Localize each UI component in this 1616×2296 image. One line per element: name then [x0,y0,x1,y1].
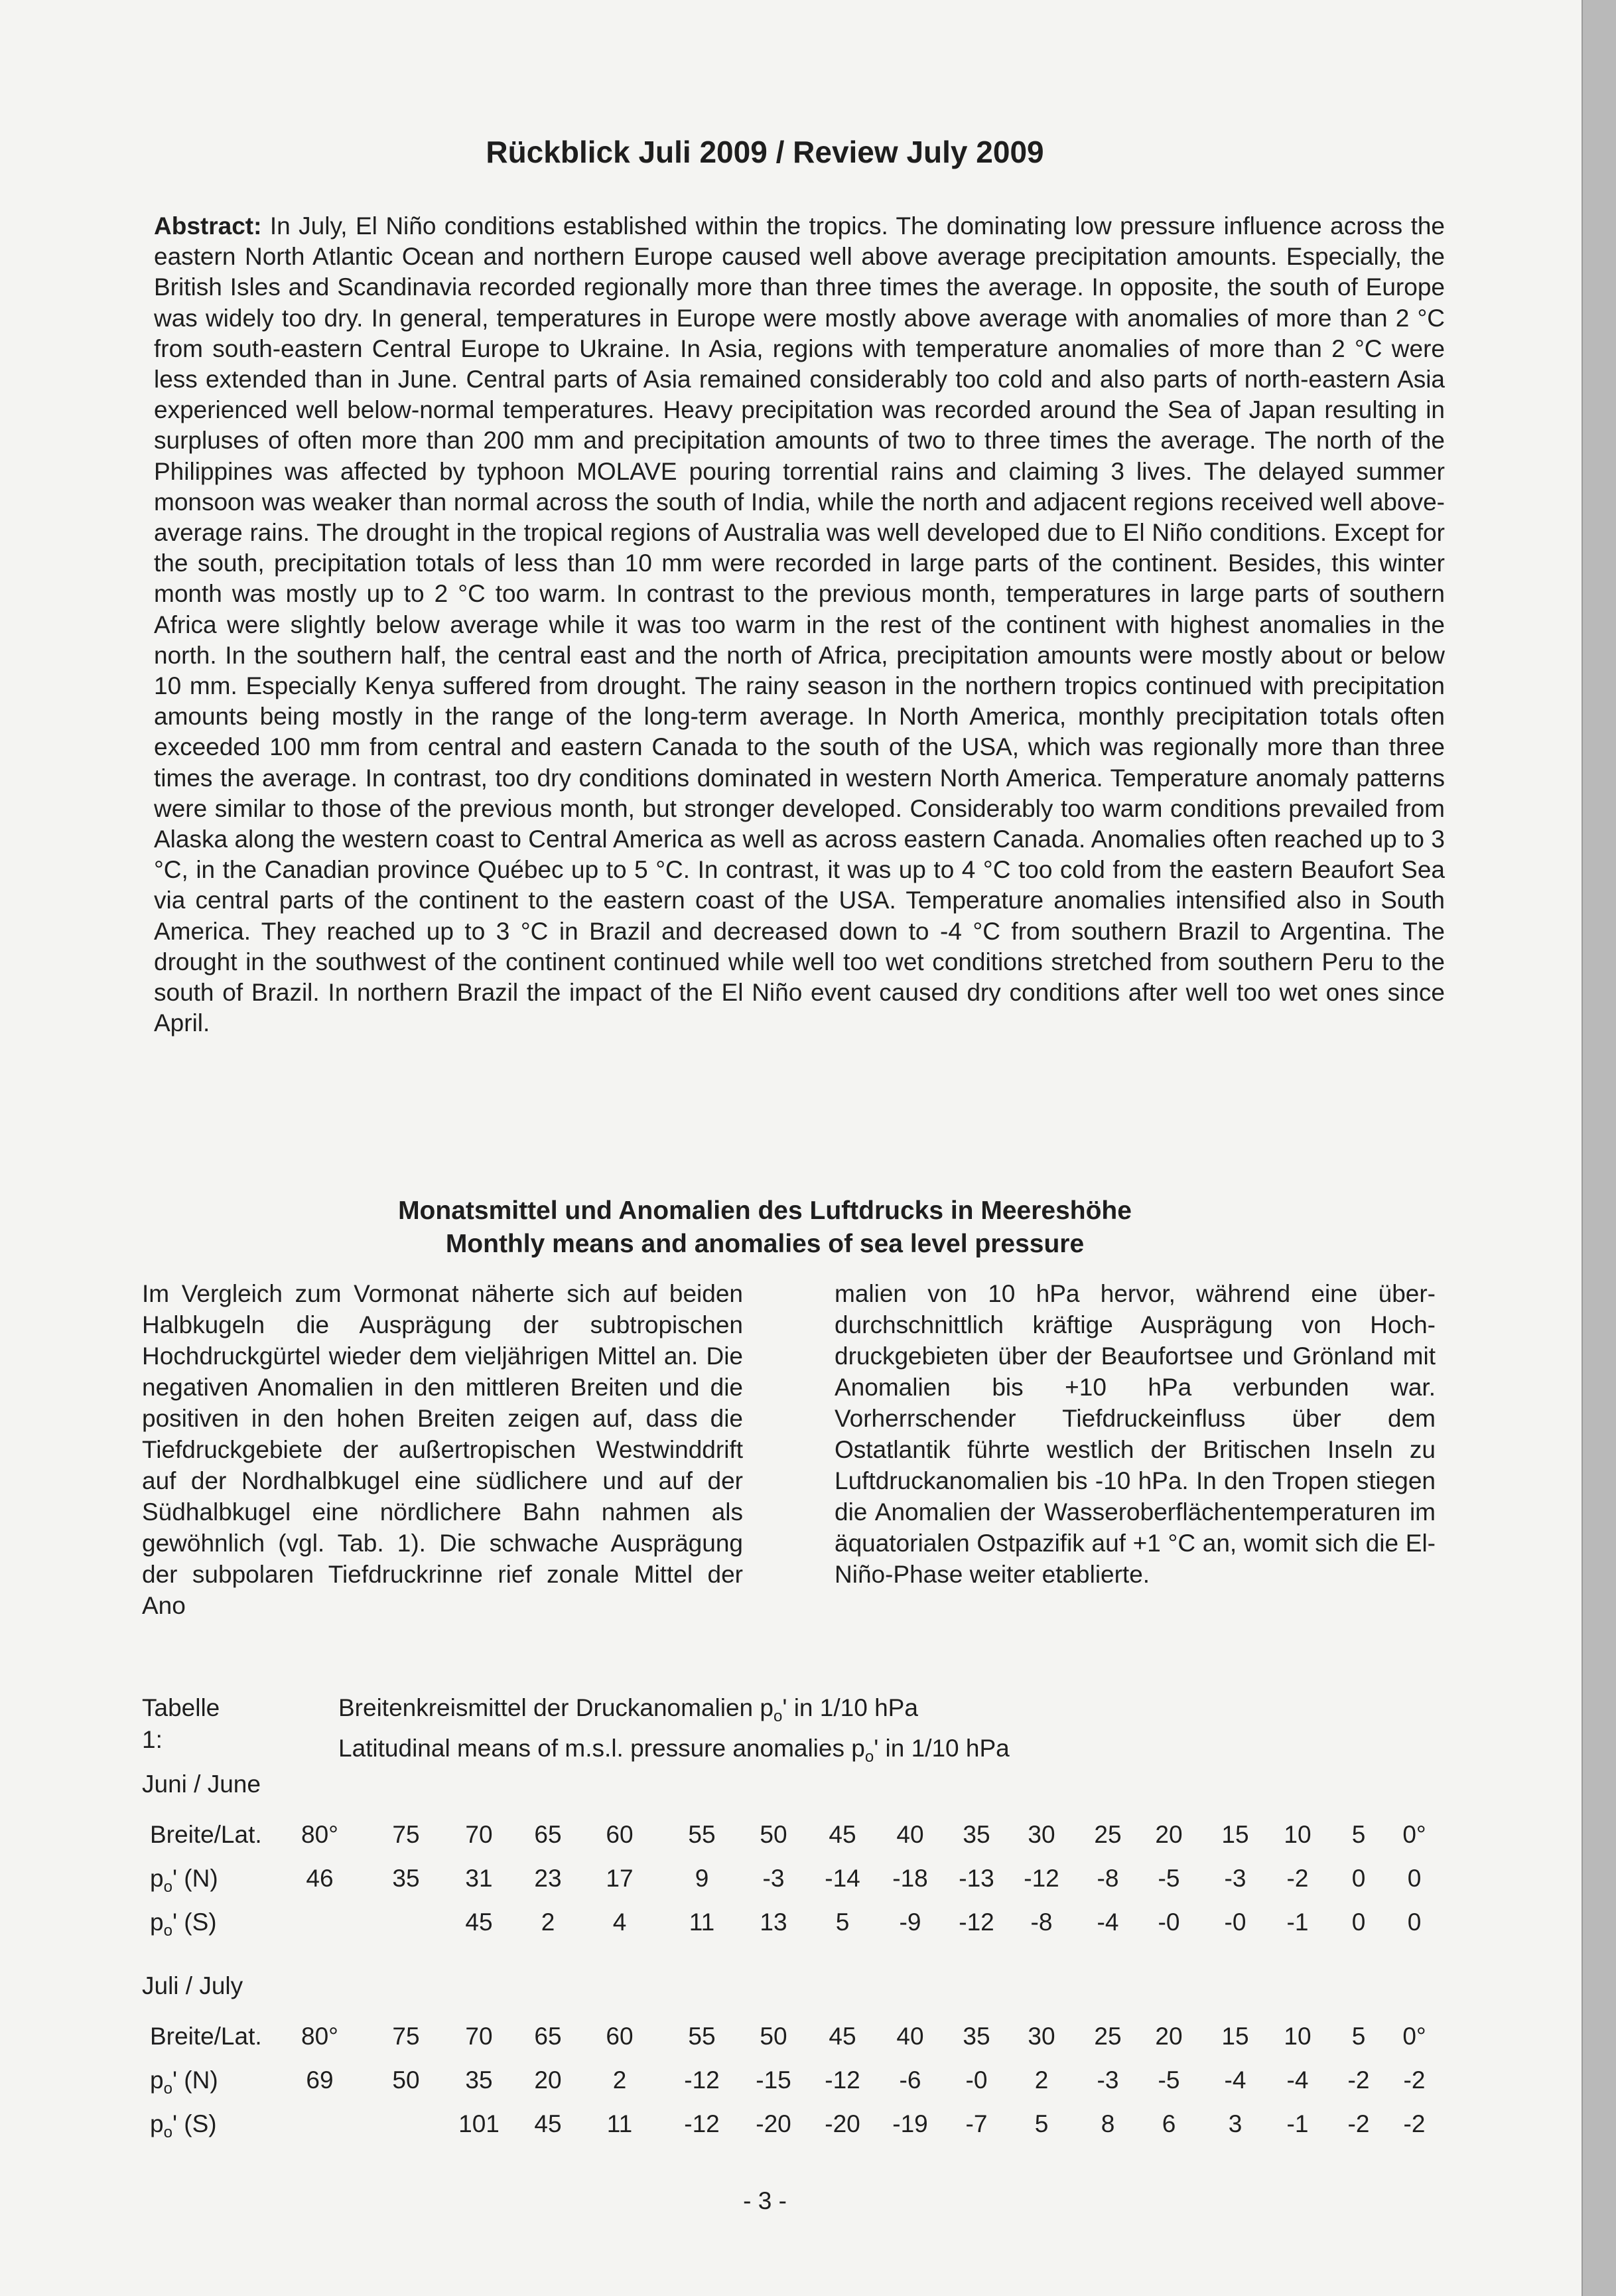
table-cell: 75 [392,2023,420,2050]
abstract-label: Abstract: [154,212,262,240]
table-cell: -13 [959,1865,994,1892]
caption-de-post: ' in 1/10 hPa [782,1694,918,1721]
table-row-north [0,2066,1582,2100]
table-cell: 0° [1402,2023,1426,2050]
table-cell: 20 [1155,2023,1183,2050]
table-cell: -19 [892,2110,928,2137]
table-cell: -4 [1286,2066,1309,2094]
table-cell: 46 [306,1865,334,1892]
table-period-june: Juni / June [142,1770,261,1798]
table-cell: 30 [1028,2023,1055,2050]
table-caption-text [338,1692,1010,1773]
table-period-july: Juli / July [142,1972,243,1999]
table-cell: 8 [1101,2110,1115,2137]
row-label: $p_o'$ (S) [150,1908,217,1940]
table-cell: 45 [465,1908,493,1936]
table-cell: 25 [1094,2023,1122,2050]
table-cell: 31 [465,1865,493,1892]
table-cell: 35 [465,2066,493,2094]
table-cell: 15 [1221,2023,1249,2050]
table-cell: -3 [762,1865,785,1892]
table-cell: 55 [688,1821,716,1848]
table-cell: 101 [458,2110,500,2137]
table-cell: 50 [760,2023,787,2050]
table-cell: -2 [1403,2110,1426,2137]
table-row-latitude [0,2023,1582,2056]
table-cell: 80° [301,1821,338,1848]
page-number: - 3 - [743,2187,787,2214]
table-row-south [0,2110,1582,2143]
table-cell: 5 [835,1908,850,1936]
table-cell: -5 [1158,2066,1180,2094]
table-cell: 0 [1351,1908,1366,1936]
row-label: $p_o'$ (N) [150,1865,218,1896]
subscript-o: o [864,1748,874,1766]
table-row-south [0,1908,1582,1942]
table-cell: 10 [1284,1821,1312,1848]
subscript-o: o [774,1707,783,1725]
table-cell: 4 [612,1908,627,1936]
table-cell: -2 [1403,2066,1426,2094]
table-cell: -12 [684,2066,720,2094]
section-heading-en: Monthly means and anomalies of sea level pressure [445,1230,1085,1258]
table-cell: 35 [392,1865,420,1892]
table-cell: 5 [1351,2023,1366,2050]
table-cell: 60 [606,2023,634,2050]
table-cell: 0 [1407,1908,1422,1936]
table-cell: 75 [392,1821,420,1848]
table-cell: 20 [1155,1821,1183,1848]
caption-en-pre: Latitudinal means of m.s.l. pressure anomalies p [338,1735,865,1762]
table-cell: -4 [1097,1908,1119,1936]
table-cell: 11 [689,1908,715,1936]
table-cell: -0 [965,2066,988,2094]
table-cell: -14 [825,1865,860,1892]
table-cell: 3 [1228,2110,1243,2137]
table-caption-de [338,1692,1010,1733]
section-text-left-column: Im Vergleich zum Vormonat näherte sich auf beiden Halbkugeln die Ausprägung der subtropischen Hochdruckgürtel wieder dem vieljährigen Mittel an. Die negativen Anomalien in den mittleren Breiten und die positiven in den hohen Breiten zeigen auf, dass die Tiefdruckgebiete der außertropischen Westwinddrift auf der Nordhalbkugel eine südlichere und auf der Südhalbkugel eine nördlichere Bahn nahmen als gewöhnlich (vgl. Tab. 1). Die schwache Ausprägung der subpolaren Tiefdruckrinne rief zonale Mittel der Ano [142,1280,743,1619]
table-cell: -12 [959,1908,994,1936]
table-cell: 70 [465,1821,493,1848]
table-cell: -8 [1030,1908,1053,1936]
table-cell: 13 [760,1908,787,1936]
page-title: Rückblick Juli 2009 / Review July 2009 [486,135,1044,169]
table-cell: -5 [1158,1865,1180,1892]
table-cell: 65 [534,1821,562,1848]
table-cell: 50 [760,1821,787,1848]
table-cell: -1 [1286,2110,1309,2137]
table-cell: 23 [534,1865,562,1892]
table-cell: -20 [756,2110,791,2137]
table-cell: -7 [965,2110,988,2137]
table-cell: 45 [534,2110,562,2137]
table-cell: 55 [688,2023,716,2050]
table-cell: 5 [1351,1821,1366,1848]
table-cell: 0 [1407,1865,1422,1892]
table-cell: 80° [301,2023,338,2050]
row-label: $p_o'$ (N) [150,2066,218,2098]
table-cell: -2 [1347,2066,1370,2094]
table-cell: 17 [606,1865,634,1892]
table-cell: -12 [1024,1865,1059,1892]
section-text-right-column: malien von 10 hPa hervor, während eine überdurchschnittlich kräftige Ausprägung von Hochdruckgebieten über der Beaufortsee und Grönland mit Anomalien bis +10 hPa verbunden war. Vorherrschender Tiefdruckeinfluss über dem Ostatlantik führte westlich der Britischen Inseln zu Luftdruckanomalien bis -10 hPa. In den Tropen stiegen die Anomalien der Wasseroberflächentemperaturen im äquatorialen Ostpazifik auf +1 °C an, womit sich die El-Niño-Phase weiter etablierte. [835,1280,1436,1588]
section-heading [0,1194,1530,1261]
table-cell: -12 [825,2066,860,2094]
caption-en-post: ' in 1/10 hPa [874,1735,1010,1762]
table-cell: 70 [465,2023,493,2050]
table-cell: 5 [1034,2110,1049,2137]
section-heading-de: Monatsmittel und Anomalien des Luftdrucks in Meereshöhe [398,1196,1132,1225]
table-cell: 25 [1094,1821,1122,1848]
table-cell: 2 [541,1908,555,1936]
table-label: Tabelle 1: [142,1694,220,1753]
table-cell: -2 [1347,2110,1370,2137]
table-cell: 20 [534,2066,562,2094]
table-cell: 0° [1402,1821,1426,1848]
table-cell: 45 [829,2023,856,2050]
row-label: $p_o'$ (S) [150,2110,217,2141]
table-cell: 35 [963,1821,990,1848]
table-cell: 30 [1028,1821,1055,1848]
abstract-text: In July, El Niño conditions established within the tropics. The dominating low pressure influence across the eastern North Atlantic Ocean and northern Europe caused well above average precipitation amounts. Especially, the British Isles and Scandinavia recorded regionally more than three times the average. In opposite, the south of Europe was widely too dry. In general, temperatures in Europe were mostly above average with anomalies of more than 2 °C from south-eastern Central Europe to Ukraine. In Asia, regions with temperature anomalies of more than 2 °C were less extended than in June. Central parts of Asia remained considerably too cold and also parts of north-eastern Asia experienced well below-normal temperatures. Heavy precipitation was recorded around the Sea of Japan resulting in surpluses of often more than 200 mm and precipitation amounts of two to three times the average. The north of the Philippines was affected by typhoon MOLAVE pouring torrential rains and claiming 3 lives. The delayed summer monsoon was weaker than normal across the south of India, while the north and adjacent regions received well above-average rains. The drought in the tropical regions of Australia was well developed due to El Niño conditions. Except for the south, precipitation totals of less than 10 mm were recorded in large parts of the continent. Besides, this winter month was mostly up to 2 °C too warm. In contrast to the previous month, temperatures in large parts of southern Africa were slightly below average while it was too warm in the rest of the continent with highest anomalies in the north. In the southern half, the central east and the north of Africa, precipitation amounts were mostly about or below 10 mm. Especially Kenya suffered from drought. The rainy season in the northern tropics continued with precipitation amounts being mostly in the range of the long-term average. In North America, monthly precipitation totals often exceeded 100 mm from central and eastern Canada to the south of the USA, which was regionally more than three times the average. In contrast, too dry conditions dominated in western North America. Temperature anomaly patterns were similar to those of the previous month, but stronger developed. Considerably too warm conditions prevailed from Alaska along the western coast to Central America as well as across eastern Canada. Anomalies often reached up to 3 °C, in the Canadian province Québec up to 5 °C. In contrast, it was up to 4 °C too cold from the eastern Beaufort Sea via central parts of the continent to the eastern coast of the USA. Temperature anomalies intensified also in South America. They reached up to 3 °C in Brazil and decreased down to -4 °C from southern Brazil to Argentina. The drought in the southwest of the continent continued while well too wet conditions stretched from southern Peru to the south of Brazil. In northern Brazil the impact of the El Niño event caused dry conditions after well too wet ones since April. [154,212,1445,1037]
table-cell: -9 [899,1908,921,1936]
table-cell: 40 [896,1821,924,1848]
table-cell: 6 [1162,2110,1176,2137]
table-cell: 2 [612,2066,627,2094]
table-cell: 15 [1221,1821,1249,1848]
table-cell: 2 [1034,2066,1049,2094]
table-row-latitude [0,1821,1582,1854]
table-caption-en [338,1733,1010,1773]
table-cell: -12 [684,2110,720,2137]
table-cell: -2 [1286,1865,1309,1892]
table-cell: 11 [606,2110,633,2137]
table-cell: 50 [392,2066,420,2094]
table-cell: 10 [1284,2023,1312,2050]
table-cell: -0 [1224,1908,1246,1936]
table-cell: -15 [756,2066,791,2094]
caption-de-pre: Breitenkreismittel der Druckanomalien p [338,1694,774,1721]
table-cell: -20 [825,2110,860,2137]
table-cell: -1 [1286,1908,1309,1936]
table-cell: 35 [963,2023,990,2050]
table-cell: 40 [896,2023,924,2050]
table-cell: -18 [892,1865,928,1892]
table-cell: 9 [695,1865,709,1892]
table-cell: 0 [1351,1865,1366,1892]
table-row-north [0,1865,1582,1898]
table-cell: 65 [534,2023,562,2050]
table-cell: -8 [1097,1865,1119,1892]
table-cell: -3 [1097,2066,1119,2094]
table-cell: 60 [606,1821,634,1848]
table-cell: -4 [1224,2066,1246,2094]
table-cell: 69 [306,2066,334,2094]
row-label: Breite/Lat. [150,1821,262,1848]
row-label: Breite/Lat. [150,2023,262,2050]
abstract-paragraph [154,211,1445,1039]
table-cell: -6 [899,2066,921,2094]
table-cell: 45 [829,1821,856,1848]
table-cell: -0 [1158,1908,1180,1936]
table-cell: -3 [1224,1865,1246,1892]
